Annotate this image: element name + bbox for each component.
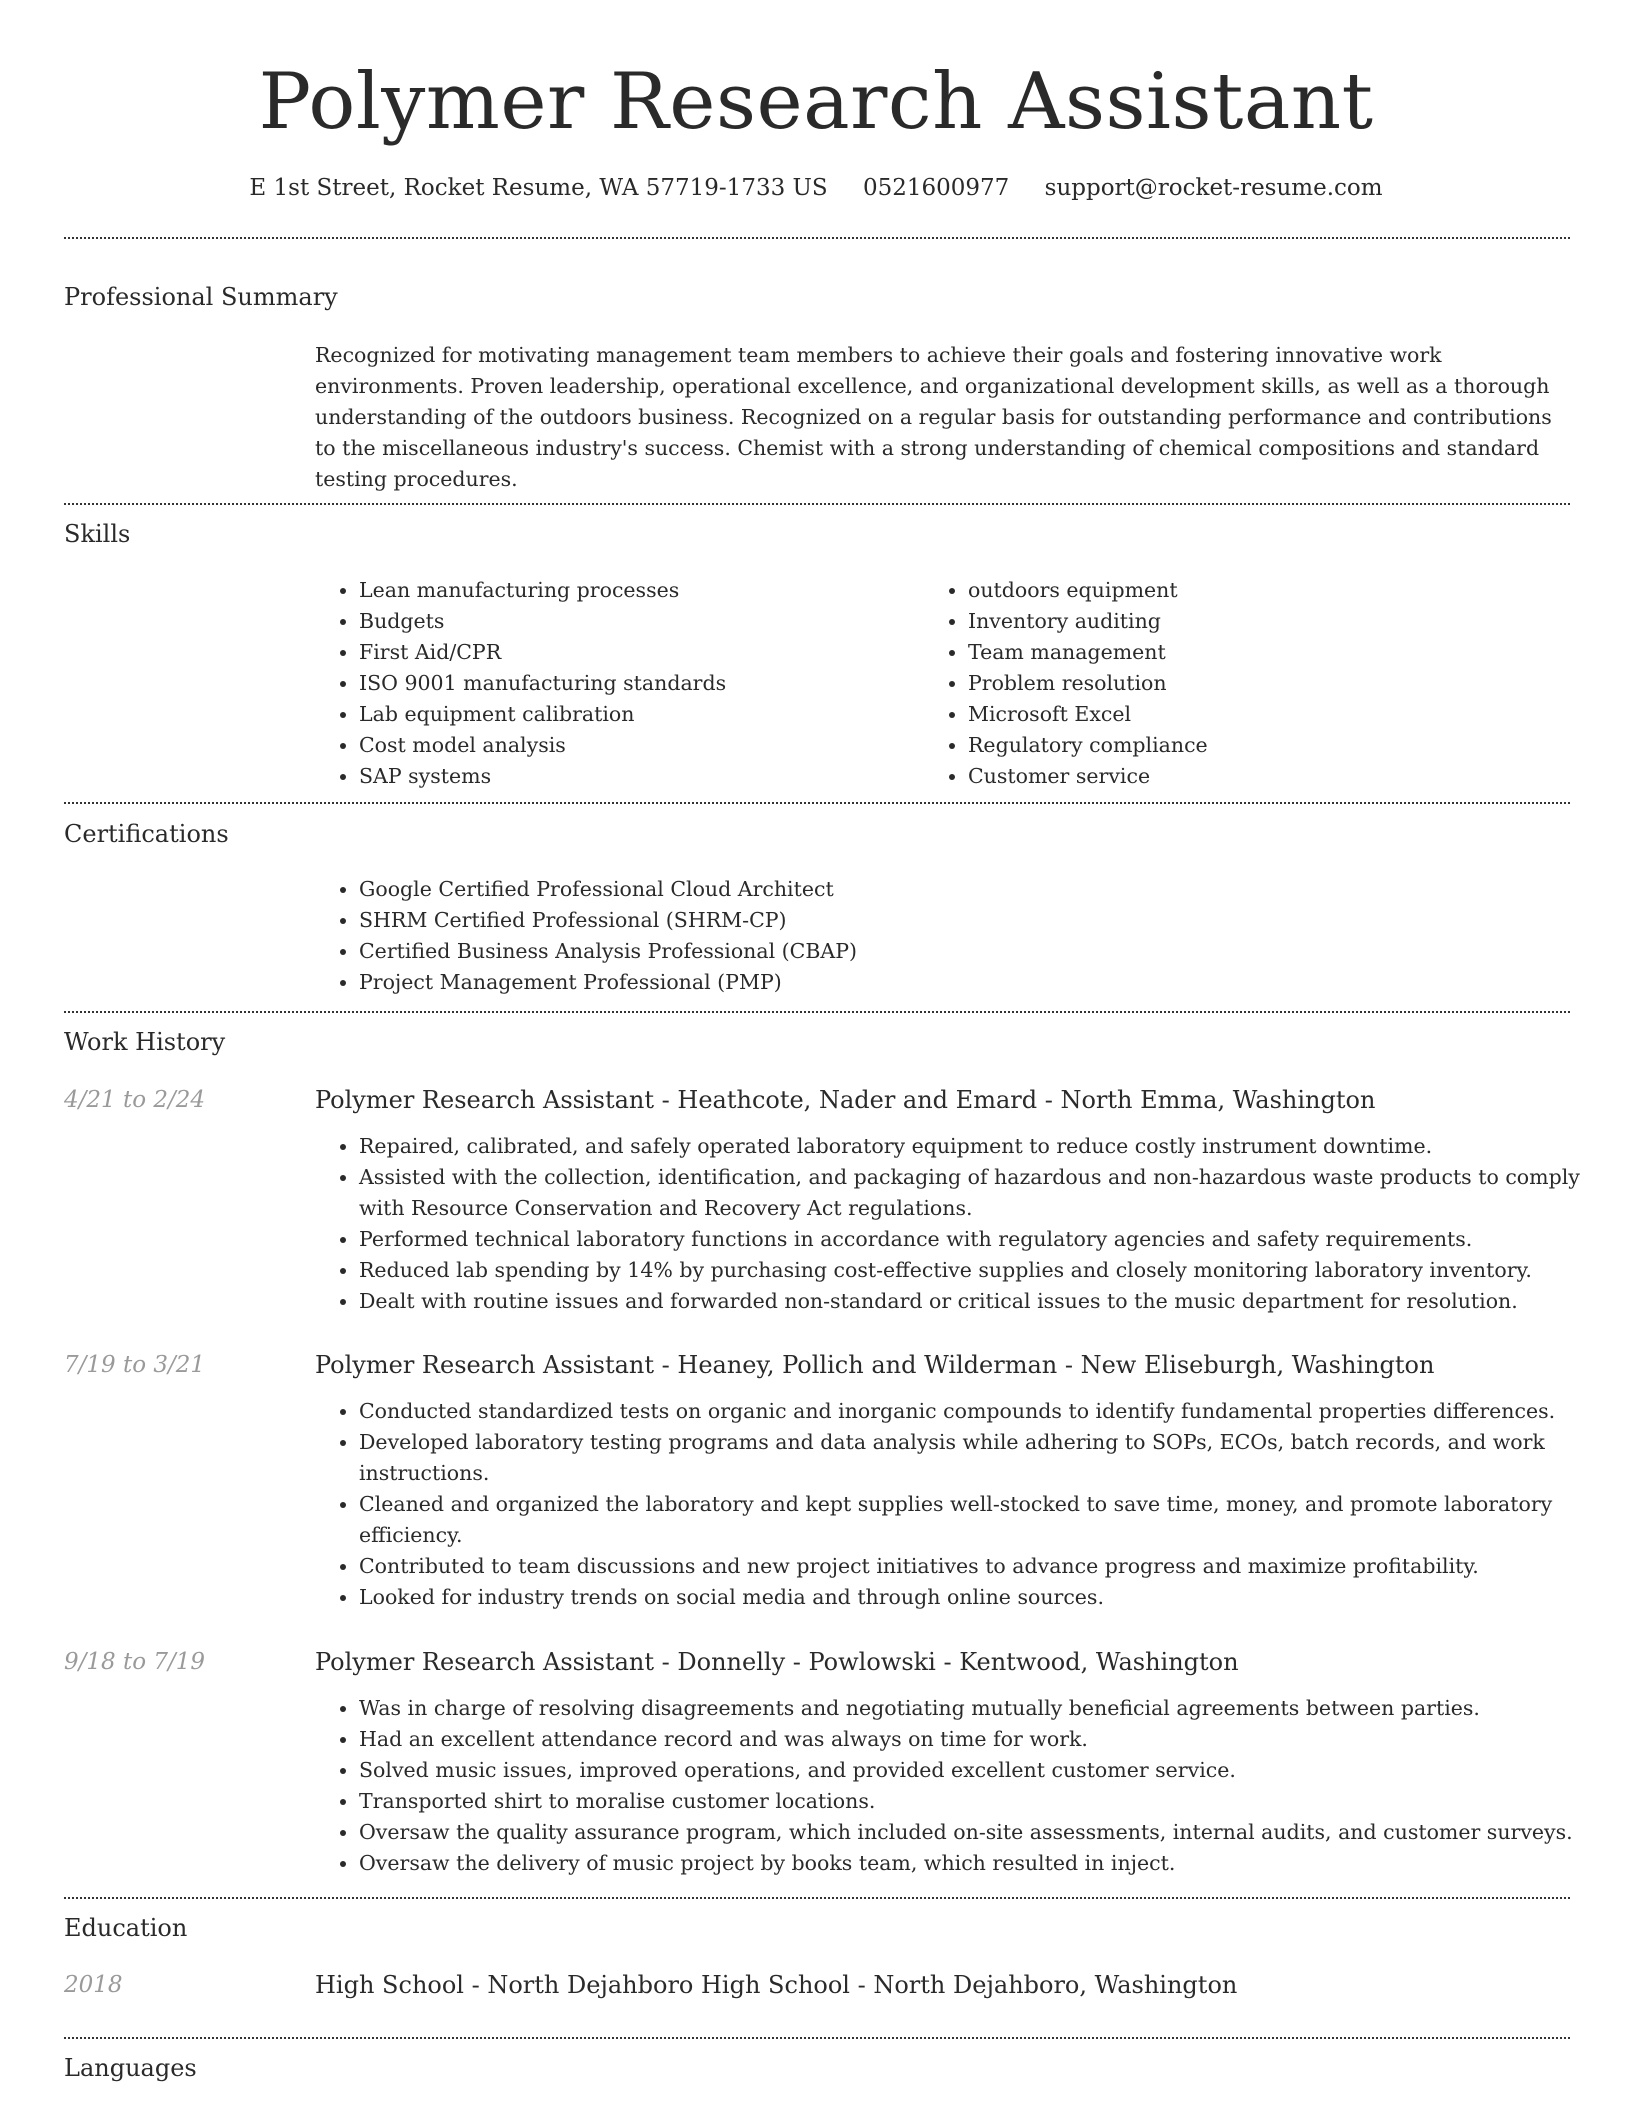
divider bbox=[64, 237, 1570, 239]
skills-list-left bbox=[315, 575, 919, 792]
job-bullet: • Dealt with routine issues and forwarded non-standard or critical issues to the music department for resolution. bbox=[359, 1286, 1617, 1317]
job-bullet: • Repaired, calibrated, and safely operated laboratory equipment to reduce costly instrument downtime. bbox=[359, 1131, 1617, 1162]
job-bullet: • Had an excellent attendance record and was always on time for work. bbox=[359, 1724, 1617, 1755]
divider bbox=[64, 2037, 1570, 2039]
job-bullet: • Performed technical laboratory functions in accordance with regulatory agencies and safety requirements. bbox=[359, 1224, 1617, 1255]
job-bullets bbox=[315, 1131, 1617, 1317]
job-bullets bbox=[315, 1396, 1617, 1613]
address-text: E 1st Street, Rocket Resume, WA 57719-1733 US bbox=[249, 175, 828, 201]
certifications-heading: Certifications bbox=[64, 820, 229, 848]
education-year: 2018 bbox=[64, 1972, 123, 1998]
skill-item: • Team management bbox=[968, 637, 1568, 668]
certifications-list bbox=[315, 874, 1559, 998]
education-title: High School - North Dejahboro High School - North Dejahboro, Washington bbox=[315, 1971, 1238, 1999]
job-bullet: • Looked for industry trends on social media and through online sources. bbox=[359, 1582, 1617, 1613]
job-bullet: • Conducted standardized tests on organic and inorganic compounds to identify fundamental properties differences. bbox=[359, 1396, 1617, 1427]
job-bullet: • Cleaned and organized the laboratory and kept supplies well-stocked to save time, money, and promote laboratory efficiency. bbox=[359, 1489, 1617, 1551]
education-heading: Education bbox=[64, 1914, 188, 1942]
skill-item: • Customer service bbox=[968, 761, 1568, 792]
skill-item: • Problem resolution bbox=[968, 668, 1568, 699]
languages-heading: Languages bbox=[64, 2054, 197, 2082]
skill-item: • Inventory auditing bbox=[968, 606, 1568, 637]
divider bbox=[64, 1897, 1570, 1899]
skills-heading: Skills bbox=[64, 520, 131, 548]
job-dates: 4/21 to 2/24 bbox=[64, 1087, 206, 1113]
job-bullet: • Developed laboratory testing programs and data analysis while adhering to SOPs, ECOs, batch records, and work instructions. bbox=[359, 1427, 1617, 1489]
certification-item: • Project Management Professional (PMP) bbox=[359, 967, 1559, 998]
skill-item: • outdoors equipment bbox=[968, 575, 1568, 606]
skill-item: • Lab equipment calibration bbox=[359, 699, 919, 730]
job-dates: 9/18 to 7/19 bbox=[64, 1649, 206, 1675]
job-title: Polymer Research Assistant - Heathcote, Nader and Emard - North Emma, Washington bbox=[315, 1086, 1376, 1114]
divider bbox=[64, 1011, 1570, 1013]
phone-text: 0521600977 bbox=[862, 175, 1010, 201]
candidate-name: Polymer Research Assistant bbox=[258, 57, 1374, 147]
job-bullet: • Was in charge of resolving disagreements and negotiating mutually beneficial agreements between parties. bbox=[359, 1693, 1617, 1724]
divider bbox=[64, 503, 1570, 505]
summary-text: Recognized for motivating management team members to achieve their goals and fostering innovative work environments. Proven leadership, operational excellence, and organizational development skills, as well as a thorough understanding of the outdoors business. Recognized on a regular basis for outstanding performance and contributions to the miscellaneous industry's success. Chemist with a strong understanding of chemical compositions and standard testing procedures. bbox=[315, 343, 1552, 491]
job-bullet: • Reduced lab spending by 14% by purchasing cost-effective supplies and closely monitoring laboratory inventory. bbox=[359, 1255, 1617, 1286]
job-dates: 7/19 to 3/21 bbox=[64, 1352, 206, 1378]
skill-item: • SAP systems bbox=[359, 761, 919, 792]
job-bullet: • Oversaw the quality assurance program, which included on-site assessments, internal audits, and customer surveys. bbox=[359, 1817, 1617, 1848]
work-history-heading: Work History bbox=[64, 1028, 226, 1056]
skill-item: • Cost model analysis bbox=[359, 730, 919, 761]
summary-heading: Professional Summary bbox=[64, 283, 338, 311]
skill-item: • Microsoft Excel bbox=[968, 699, 1568, 730]
contact-line bbox=[0, 170, 1632, 206]
job-bullets bbox=[315, 1693, 1617, 1879]
skill-item: • Regulatory compliance bbox=[968, 730, 1568, 761]
job-bullet: • Contributed to team discussions and new project initiatives to advance progress and maximize profitability. bbox=[359, 1551, 1617, 1582]
skill-item: • First Aid/CPR bbox=[359, 637, 919, 668]
email-text: support@rocket-resume.com bbox=[1044, 175, 1383, 201]
certification-item: • Google Certified Professional Cloud Architect bbox=[359, 874, 1559, 905]
job-title: Polymer Research Assistant - Donnelly - Powlowski - Kentwood, Washington bbox=[315, 1648, 1239, 1676]
skill-item: • ISO 9001 manufacturing standards bbox=[359, 668, 919, 699]
job-bullet: • Solved music issues, improved operations, and provided excellent customer service. bbox=[359, 1755, 1617, 1786]
job-bullet: • Assisted with the collection, identification, and packaging of hazardous and non-hazardous waste products to comply with Resource Conservation and Recovery Act regulations. bbox=[359, 1162, 1617, 1224]
job-bullet: • Oversaw the delivery of music project by books team, which resulted in inject. bbox=[359, 1848, 1617, 1879]
skill-item: • Budgets bbox=[359, 606, 919, 637]
job-bullet: • Transported shirt to moralise customer locations. bbox=[359, 1786, 1617, 1817]
certification-item: • SHRM Certified Professional (SHRM-CP) bbox=[359, 905, 1559, 936]
divider bbox=[64, 802, 1570, 804]
skill-item: • Lean manufacturing processes bbox=[359, 575, 919, 606]
certification-item: • Certified Business Analysis Professional (CBAP) bbox=[359, 936, 1559, 967]
skills-list-right bbox=[924, 575, 1568, 792]
job-title: Polymer Research Assistant - Heaney, Pollich and Wilderman - New Eliseburgh, Washington bbox=[315, 1351, 1435, 1379]
